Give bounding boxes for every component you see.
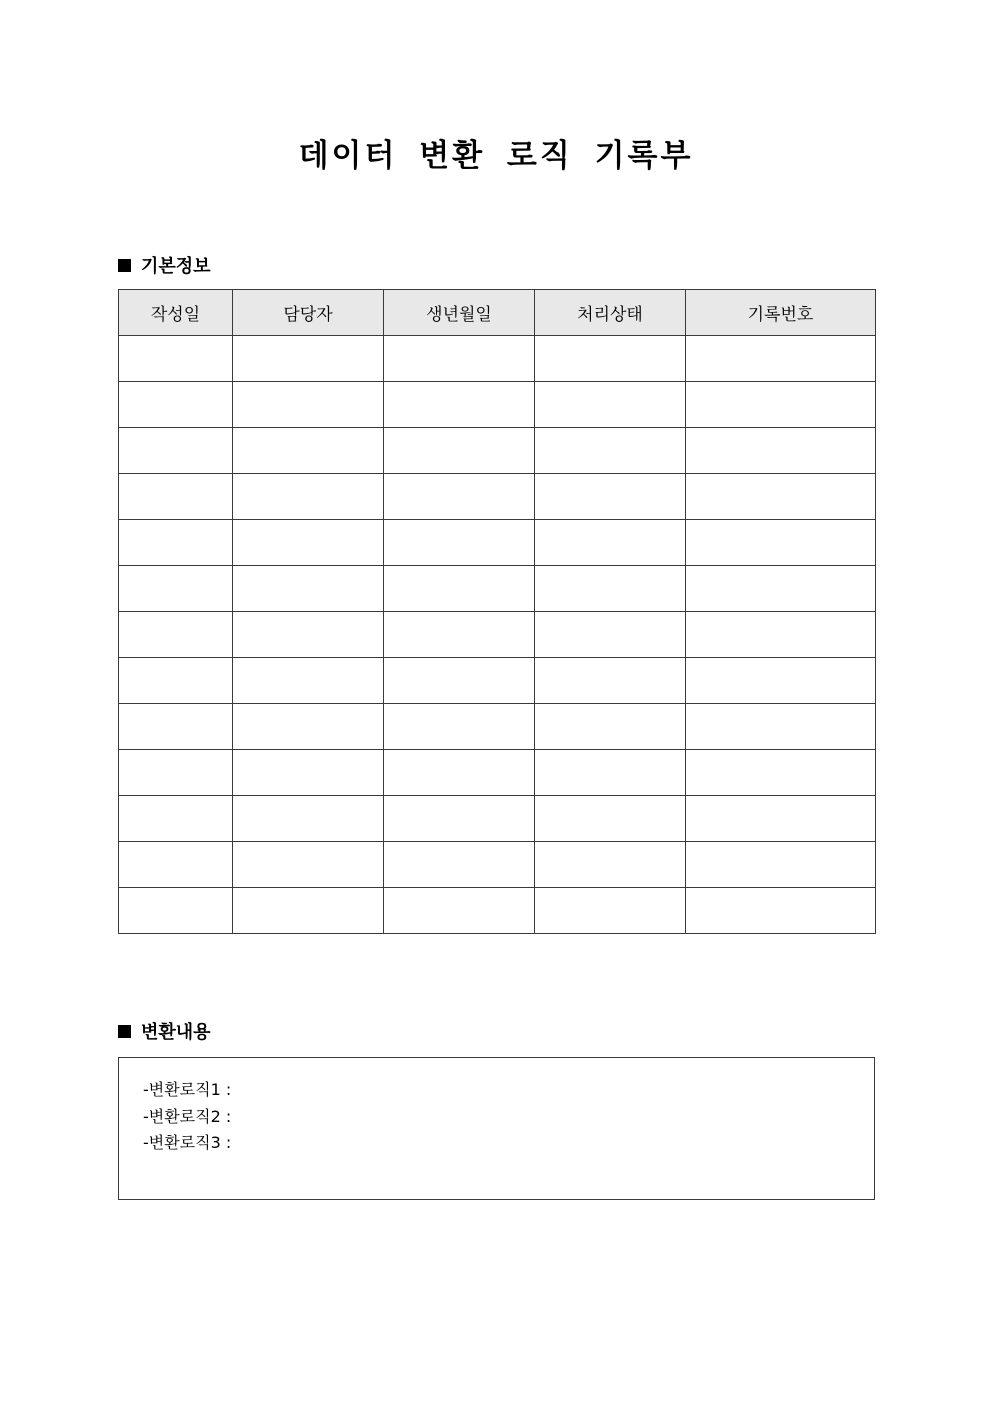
table-row	[119, 474, 876, 520]
cell-record-number[interactable]	[686, 566, 876, 612]
column-header-record-number: 기록번호	[686, 290, 876, 336]
cell-status[interactable]	[535, 842, 686, 888]
cell-manager[interactable]	[233, 520, 384, 566]
cell-record-number[interactable]	[686, 658, 876, 704]
cell-status[interactable]	[535, 520, 686, 566]
conversion-line-2: -변환로직2 :	[143, 1106, 232, 1126]
table-row	[119, 842, 876, 888]
cell-birthdate[interactable]	[384, 704, 535, 750]
table-row	[119, 750, 876, 796]
cell-manager[interactable]	[233, 888, 384, 934]
cell-date[interactable]	[119, 382, 233, 428]
cell-record-number[interactable]	[686, 796, 876, 842]
cell-date[interactable]	[119, 520, 233, 566]
cell-record-number[interactable]	[686, 704, 876, 750]
square-bullet-icon	[118, 1025, 131, 1038]
square-bullet-icon	[118, 259, 131, 272]
cell-birthdate[interactable]	[384, 428, 535, 474]
cell-manager[interactable]	[233, 658, 384, 704]
section-heading-label: 기본정보	[141, 256, 211, 277]
table-row	[119, 336, 876, 382]
cell-date[interactable]	[119, 336, 233, 382]
cell-manager[interactable]	[233, 612, 384, 658]
table-header-row	[119, 290, 876, 336]
cell-birthdate[interactable]	[384, 612, 535, 658]
cell-record-number[interactable]	[686, 428, 876, 474]
cell-manager[interactable]	[233, 474, 384, 520]
cell-record-number[interactable]	[686, 842, 876, 888]
column-header-date: 작성일	[119, 290, 233, 336]
table-row	[119, 796, 876, 842]
conversion-content-box[interactable]	[118, 1057, 875, 1200]
table-row	[119, 382, 876, 428]
column-header-status: 처리상태	[535, 290, 686, 336]
cell-birthdate[interactable]	[384, 842, 535, 888]
cell-manager[interactable]	[233, 796, 384, 842]
cell-record-number[interactable]	[686, 474, 876, 520]
cell-record-number[interactable]	[686, 888, 876, 934]
cell-birthdate[interactable]	[384, 888, 535, 934]
column-header-manager: 담당자	[233, 290, 384, 336]
cell-birthdate[interactable]	[384, 474, 535, 520]
cell-manager[interactable]	[233, 382, 384, 428]
cell-date[interactable]	[119, 474, 233, 520]
cell-date[interactable]	[119, 566, 233, 612]
cell-birthdate[interactable]	[384, 796, 535, 842]
cell-status[interactable]	[535, 336, 686, 382]
cell-status[interactable]	[535, 428, 686, 474]
cell-date[interactable]	[119, 704, 233, 750]
cell-birthdate[interactable]	[384, 336, 535, 382]
cell-date[interactable]	[119, 658, 233, 704]
section-heading-label: 변환내용	[141, 1022, 211, 1043]
cell-manager[interactable]	[233, 704, 384, 750]
conversion-line-1: -변환로직1 :	[143, 1080, 232, 1099]
cell-manager[interactable]	[233, 428, 384, 474]
cell-date[interactable]	[119, 612, 233, 658]
cell-status[interactable]	[535, 704, 686, 750]
cell-manager[interactable]	[233, 842, 384, 888]
table-row	[119, 566, 876, 612]
cell-status[interactable]	[535, 658, 686, 704]
cell-date[interactable]	[119, 796, 233, 842]
cell-record-number[interactable]	[686, 750, 876, 796]
section-heading-basic-info	[118, 252, 211, 278]
cell-birthdate[interactable]	[384, 658, 535, 704]
cell-record-number[interactable]	[686, 520, 876, 566]
table-row	[119, 520, 876, 566]
table-row	[119, 888, 876, 934]
cell-manager[interactable]	[233, 566, 384, 612]
cell-status[interactable]	[535, 474, 686, 520]
cell-status[interactable]	[535, 382, 686, 428]
document-title: 데이터 변환 로직 기록부	[298, 138, 694, 174]
cell-status[interactable]	[535, 796, 686, 842]
cell-birthdate[interactable]	[384, 520, 535, 566]
basic-info-table	[118, 289, 876, 934]
cell-manager[interactable]	[233, 750, 384, 796]
table-row	[119, 428, 876, 474]
column-header-birthdate: 생년월일	[384, 290, 535, 336]
cell-birthdate[interactable]	[384, 382, 535, 428]
cell-date[interactable]	[119, 842, 233, 888]
cell-status[interactable]	[535, 612, 686, 658]
cell-manager[interactable]	[233, 336, 384, 382]
cell-record-number[interactable]	[686, 382, 876, 428]
conversion-line-3: -변환로직3 :	[143, 1133, 232, 1152]
table-row	[119, 612, 876, 658]
cell-birthdate[interactable]	[384, 750, 535, 796]
section-heading-conversion	[118, 1018, 211, 1044]
table-body	[119, 336, 876, 934]
table-row	[119, 658, 876, 704]
cell-status[interactable]	[535, 750, 686, 796]
cell-record-number[interactable]	[686, 612, 876, 658]
table-row	[119, 704, 876, 750]
cell-status[interactable]	[535, 888, 686, 934]
cell-status[interactable]	[535, 566, 686, 612]
cell-birthdate[interactable]	[384, 566, 535, 612]
cell-date[interactable]	[119, 750, 233, 796]
cell-record-number[interactable]	[686, 336, 876, 382]
cell-date[interactable]	[119, 428, 233, 474]
cell-date[interactable]	[119, 888, 233, 934]
